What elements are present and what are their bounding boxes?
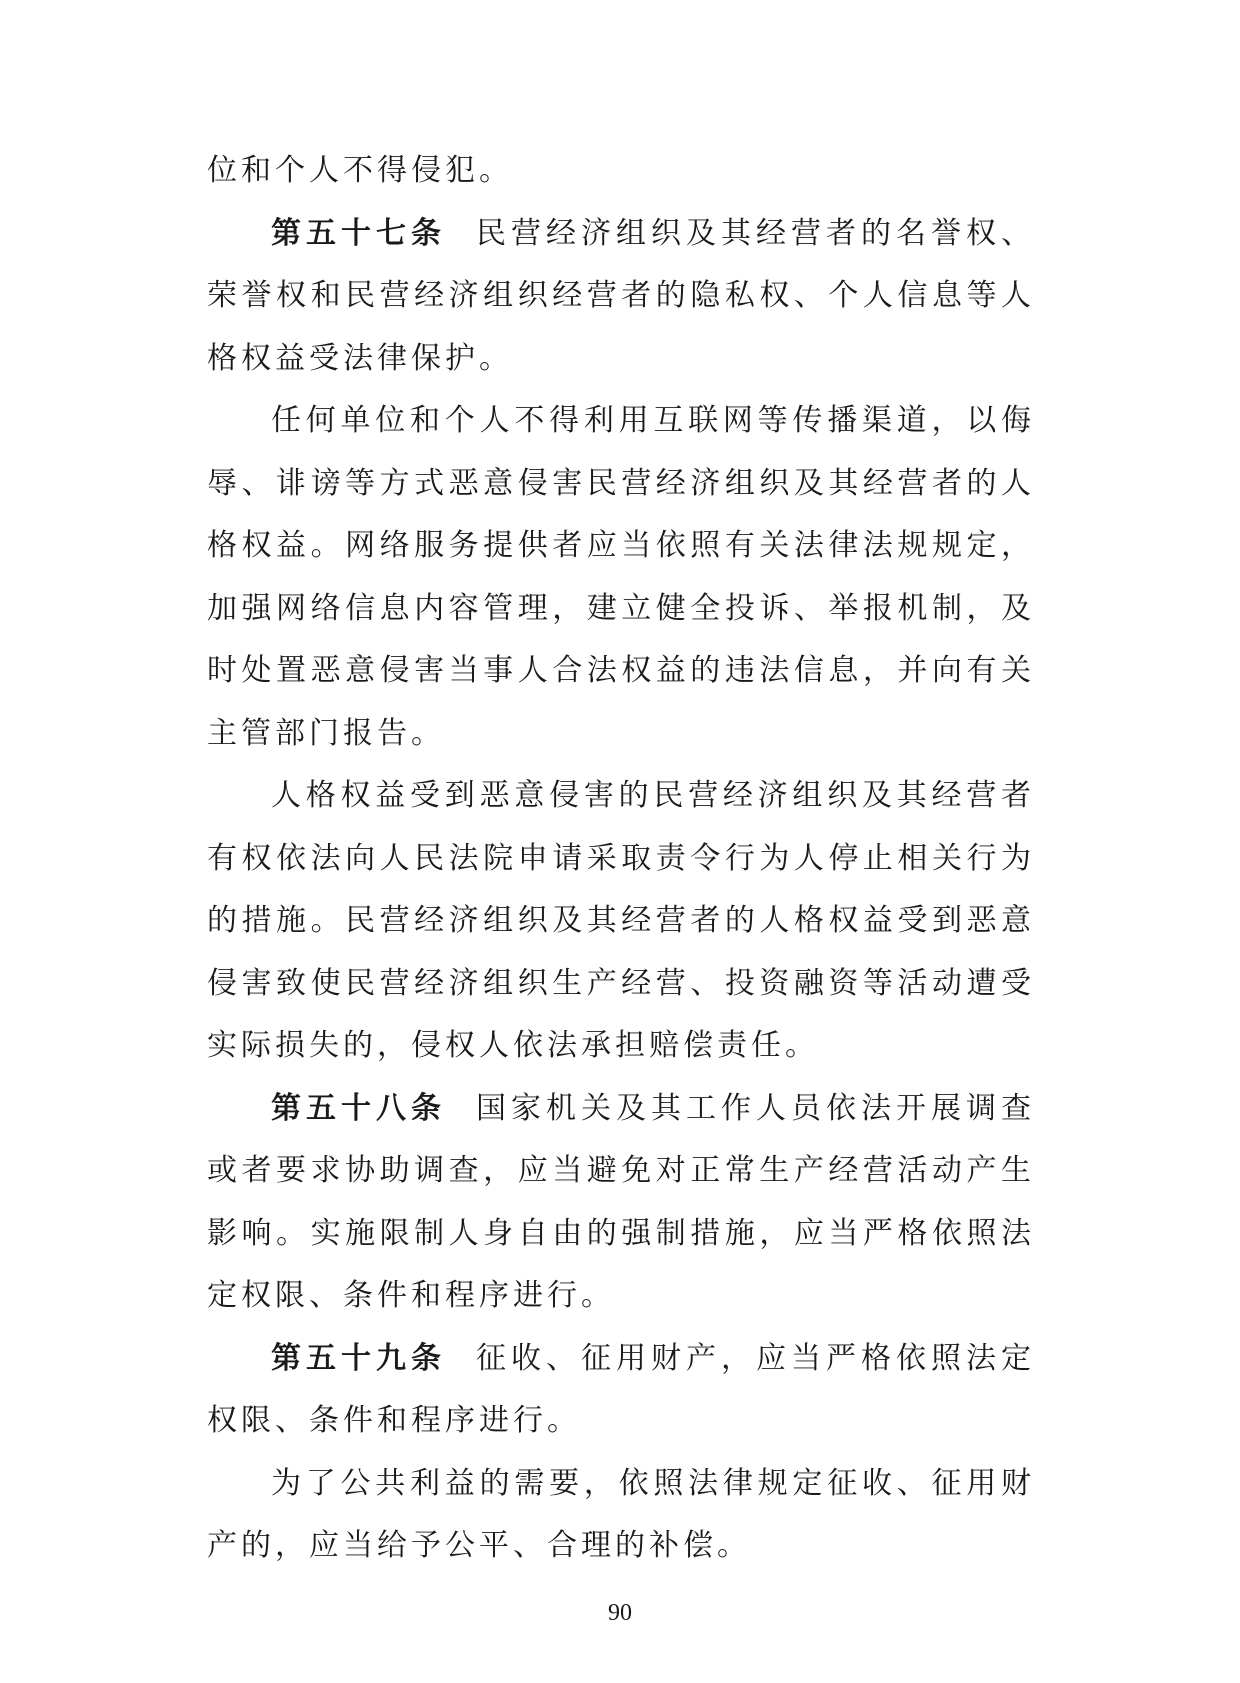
article-59-text: 征收、征用财产，应当严格依照法定权限、条件和程序进行。 (207, 1340, 1035, 1438)
article-59-number: 第五十九条 (271, 1340, 446, 1376)
article-57-number: 第五十七条 (271, 215, 446, 251)
document-body (207, 140, 1035, 1578)
article-57 (207, 203, 1035, 391)
article-59 (207, 1328, 1035, 1453)
article-58-text: 国家机关及其工作人员依法开展调查或者要求协助调查，应当避免对正常生产经营活动产生影响。实施限制人身自由的强制措施，应当严格依照法定权限、条件和程序进行。 (207, 1090, 1035, 1313)
article-58 (207, 1078, 1035, 1328)
article-57-text: 民营经济组织及其经营者的名誉权、荣誉权和民营经济组织经营者的隐私权、个人信息等人格权益受法律保护。 (207, 215, 1035, 376)
paragraph-continuation: 位和个人不得侵犯。 (207, 153, 513, 188)
article-58-number: 第五十八条 (271, 1090, 446, 1126)
article-59-paragraph-2: 为了公共利益的需要，依照法律规定征收、征用财产的，应当给予公平、合理的补偿。 (207, 1465, 1035, 1563)
article-57-paragraph-3: 人格权益受到恶意侵害的民营经济组织及其经营者有权依法向人民法院申请采取责令行为人停止相关行为的措施。民营经济组织及其经营者的人格权益受到恶意侵害致使民营经济组织生产经营、投资融资等活动遭受实际损失的，侵权人依法承担赔偿责任。 (207, 778, 1035, 1063)
page-number: 90 (608, 1600, 632, 1626)
article-57-paragraph-2: 任何单位和个人不得利用互联网等传播渠道，以侮辱、诽谤等方式恶意侵害民营经济组织及其经营者的人格权益。网络服务提供者应当依照有关法律法规规定，加强网络信息内容管理，建立健全投诉、举报机制，及时处置恶意侵害当事人合法权益的违法信息，并向有关主管部门报告。 (207, 403, 1035, 751)
